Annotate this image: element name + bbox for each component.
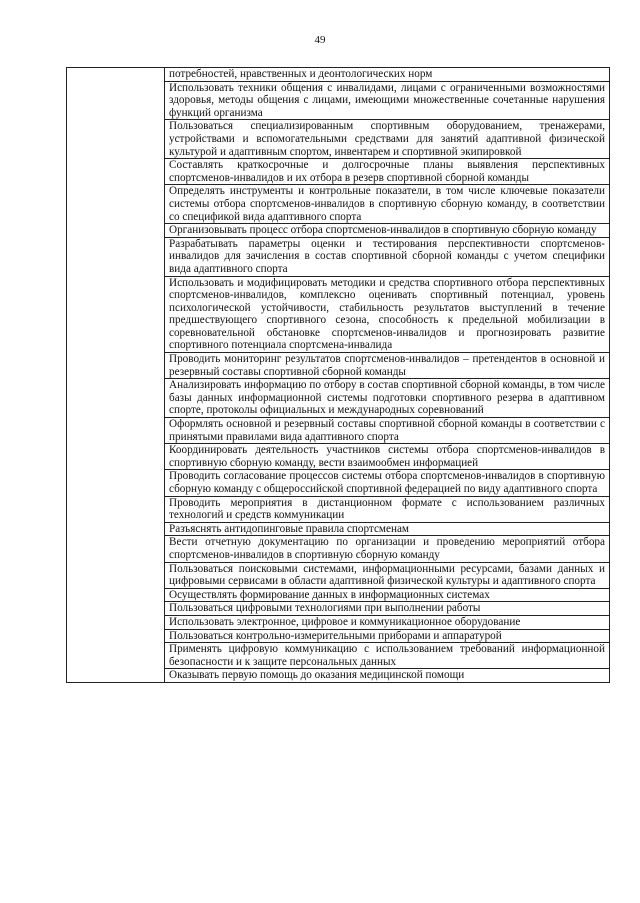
table-row (165, 602, 609, 616)
table-row (165, 470, 609, 496)
page-number: 49 (314, 34, 326, 46)
cell-text: Проводить мероприятия в дистанционном формате с использованием различных технологий и средств коммуникации (169, 496, 605, 522)
cell-text: потребностей, нравственных и деонтологических норм (169, 68, 433, 80)
skills-table (66, 67, 610, 683)
cell-text: Проводить мониторинг результатов спортсменов-инвалидов – претендентов в основной и резервный составы спортивной сборной команды (169, 353, 605, 378)
table-row (165, 68, 609, 82)
cell-text: Вести отчетную документацию по организации и проведению мероприятий отбора спортсменов-инвалидов в спортивную сборную команду (169, 536, 605, 561)
table-row (165, 238, 609, 277)
table-row (165, 536, 609, 562)
table-row (165, 159, 609, 185)
cell-text: Оформлять основной и резервный составы спортивной сборной команды в соответствии с принятыми правилами вида адаптивного спорта (169, 418, 605, 443)
cell-text: Использовать и модифицировать методики и средства спортивного отбора перспективных спортсменов-инвалидов, комплексно оценивать спортивный потенциал, уровень психологической устойчивости, стабильность результатов выступлений в течение предшествующего спортивного сезона, способность к предельной мобилизации в соревновательной обстановке спортсменов-инвалидов и прогнозировать развитие спортивного потенциала спортсмена-инвалида (169, 276, 605, 352)
table-row (165, 630, 609, 644)
cell-text: Пользоваться цифровыми технологиями при выполнении работы (169, 602, 481, 615)
table-row (165, 643, 609, 669)
cell-text: Анализировать информацию по отбору в состав спортивной сборной команды, в том числе базы данных информационной системы подготовки спортивного резерва в адаптивном спорте, протоколы официальных и международных соревнований (169, 379, 605, 417)
table-row (165, 82, 609, 121)
table-row (165, 185, 609, 224)
cell-text: Оказывать первую помощь до оказания медицинской помощи (169, 669, 465, 682)
table-row (165, 669, 609, 682)
cell-text: Применять цифровую коммуникацию с использованием требований информационной безопасности и к защите персональных данных (169, 643, 605, 668)
cell-text: Организовывать процесс отбора спортсменов-инвалидов в спортивную сборную команду (169, 224, 597, 237)
cell-text: Определять инструменты и контрольные показатели, в том числе ключевые показатели системы отбора спортсменов-инвалидов в спортивную сборную команду, в соответствии со спецификой вида адаптивного спорта (169, 185, 605, 223)
cell-text: Проводить согласование процессов системы отбора спортсменов-инвалидов в спортивную сборную команду с общероссийской спортивной федерацией по виду адаптивного спорта (169, 470, 605, 495)
cell-text: Разрабатывать параметры оценки и тестирования перспективности спортсменов-инвалидов для зачисления в состав спортивной сборной команды с учетом специфики вида адаптивного спорта (169, 237, 605, 275)
table-row (165, 563, 609, 589)
table-row (165, 224, 609, 238)
cell-text: Использовать техники общения с инвалидами, лицами с ограниченными возможностями здоровья, методы общения с лицами, имеющими множественные сочетанные нарушения функций организма (169, 81, 605, 119)
table-row (165, 353, 609, 379)
table-row (165, 523, 609, 537)
table-row (165, 444, 609, 470)
cell-text: Использовать электронное, цифровое и коммуникационное оборудование (169, 615, 521, 628)
table-row (165, 589, 609, 603)
cell-text: Координировать деятельность участников системы отбора спортсменов-инвалидов в спортивную сборную команду, вести взаимообмен информацией (169, 444, 605, 469)
table-row (165, 379, 609, 418)
cell-text: Пользоваться поисковыми системами, информационными ресурсами, базами данных и цифровыми сервисами в области адаптивной физической культуры и адаптивного спорта (169, 562, 605, 588)
table-row (165, 616, 609, 630)
table-row (165, 120, 609, 159)
cell-text: Составлять краткосрочные и долгосрочные планы выявления перспективных спортсменов-инвалидов и их отбора в резерв спортивной сборной команды (169, 159, 605, 184)
cell-text: Осуществлять формирование данных в информационных системах (169, 588, 490, 601)
table-row (165, 418, 609, 444)
table-row (165, 277, 609, 354)
cell-text: Разъяснять антидопинговые правила спортсменам (169, 522, 409, 535)
table-row (165, 497, 609, 523)
cell-text: Пользоваться специализированным спортивным оборудованием, тренажерами, устройствами и вспомогательными средствами для занятий адаптивной физической культурой и адаптивным спортом, инвентарем и спортивной экипировкой (169, 120, 605, 158)
cell-text: Пользоваться контрольно-измерительными приборами и аппаратурой (169, 629, 502, 642)
